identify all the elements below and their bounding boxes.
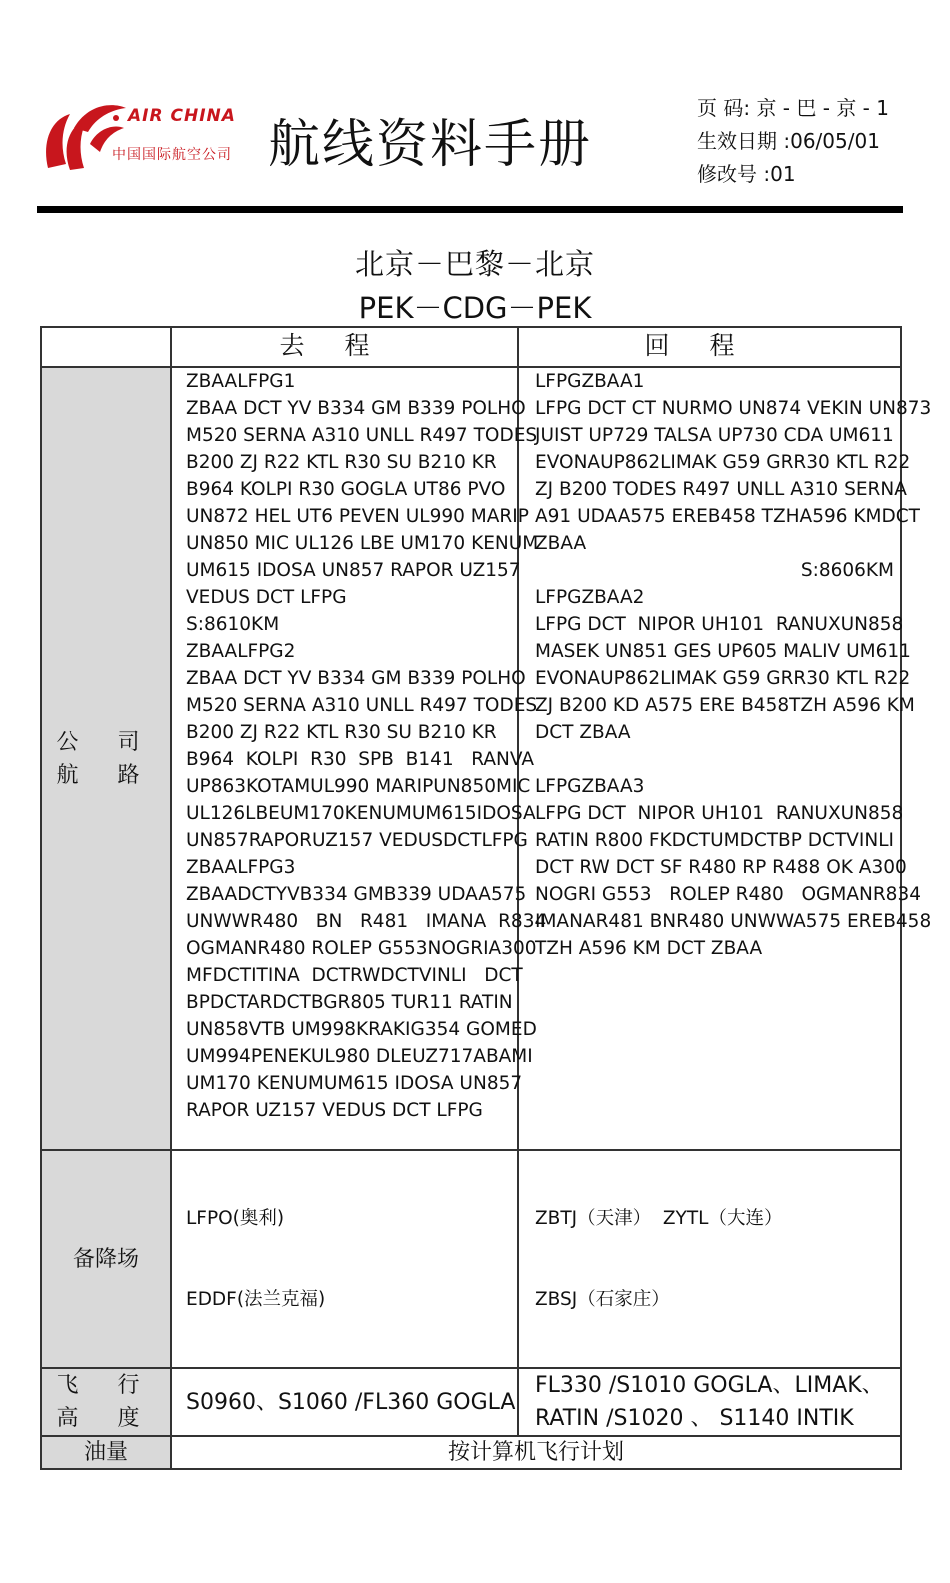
route-line: OGMANR480 ROLEP G553NOGRIA300 bbox=[186, 938, 537, 959]
logo-chinese-text: 中国国际航空公司 bbox=[112, 147, 232, 163]
route-line: EVONAUP862LIMAK G59 GRR30 KTL R22 bbox=[535, 668, 911, 689]
route-line: UM994PENEKUL980 DLEUZ717ABAMI bbox=[186, 1046, 533, 1067]
alternate-return-line: ZBTJ（天津） ZYTL（大连） bbox=[535, 1208, 783, 1229]
page-number: 页 码: 京 - 巴 - 京 - 1 bbox=[697, 96, 889, 120]
route-line: EVONAUP862LIMAK G59 GRR30 KTL R22 bbox=[535, 452, 911, 473]
altitude-label: 飞 行 高 度 bbox=[56, 1373, 156, 1431]
altitude-row bbox=[41, 1368, 901, 1436]
route-line: LFPG DCT NIPOR UH101 RANUXUN858 bbox=[535, 803, 904, 824]
document-title: 航线资料手册 bbox=[268, 115, 593, 175]
alternate-outbound-cell bbox=[171, 1150, 518, 1368]
alternate-outbound bbox=[172, 1151, 517, 1367]
route-line: ZBAA DCT YV B334 GM B339 POLHO bbox=[186, 668, 526, 689]
alternate-outbound-line: LFPO(奥利) bbox=[186, 1208, 285, 1229]
route-line: S:8606KM bbox=[800, 560, 894, 581]
outbound-routes-cell bbox=[171, 367, 547, 1150]
header-return: 回程 bbox=[518, 327, 901, 367]
route-title-code: PEK－CDG－PEK bbox=[358, 291, 592, 325]
alternate-label-cell bbox=[41, 1150, 171, 1368]
route-line: M520 SERNA A310 UNLL R497 TODES bbox=[186, 425, 538, 446]
route-line: LFPGZBAA1 bbox=[535, 371, 645, 392]
route-line: M520 SERNA A310 UNLL R497 TODES bbox=[186, 695, 538, 716]
route-line: UP863KOTAMUL990 MARIPUN850MIC bbox=[186, 776, 531, 797]
route-line: UN872 HEL UT6 PEVEN UL990 MARIP bbox=[186, 506, 529, 527]
route-line: ZBAALFPG2 bbox=[186, 641, 296, 662]
route-line: UNWWR480 BN R481 IMANA R834 bbox=[186, 911, 547, 932]
route-line: DCT ZBAA bbox=[535, 722, 631, 743]
alternate-label: 备降场 bbox=[72, 1246, 139, 1272]
route-line: S:8610KM bbox=[186, 614, 280, 635]
route-line: UN850 MIC UL126 LBE UM170 KENUM bbox=[186, 533, 539, 554]
route-line: LFPGZBAA2 bbox=[535, 587, 645, 608]
route-line: B200 ZJ R22 KTL R30 SU B210 KR bbox=[186, 722, 497, 743]
route-line: LFPG DCT NIPOR UH101 RANUXUN858 bbox=[535, 614, 904, 635]
route-line: UN857RAPORUZ157 VEDUSDCTLFPG bbox=[186, 830, 528, 851]
route-line: MASEK UN851 GES UP605 MALIV UM611 bbox=[535, 641, 911, 662]
outbound-routes bbox=[172, 368, 547, 1124]
route-line: JUIST UP729 TALSA UP730 CDA UM611 bbox=[535, 425, 894, 446]
route-line: MFDCTITINA DCTRWDCTVINLI DCT bbox=[186, 965, 523, 986]
route-line: UL126LBEUM170KENUMUM615IDOSA bbox=[186, 803, 536, 824]
route-line: BPDCTARDCTBGR805 TUR11 RATIN bbox=[186, 992, 513, 1013]
alternate-outbound-line: EDDF(法兰克福) bbox=[186, 1289, 326, 1310]
route-line: TZH A596 KM DCT ZBAA bbox=[535, 938, 763, 959]
route-line: NOGRI G553 ROLEP R480 OGMANR834 bbox=[535, 884, 921, 905]
route-line: RATIN R800 FKDCTUMDCTBP DCTVINLI bbox=[535, 830, 894, 851]
route-line: ZBAALFPG3 bbox=[186, 857, 296, 878]
fuel-value: 按计算机飞行计划 bbox=[171, 1436, 901, 1469]
route-line: UN858VTB UM998KRAKIG354 GOMED bbox=[186, 1019, 537, 1040]
route-line: B964 KOLPI R30 GOGLA UT86 PVO bbox=[186, 479, 506, 500]
phoenix-logo-icon bbox=[40, 98, 130, 180]
route-line: ZBAALFPG1 bbox=[186, 371, 296, 392]
route-line bbox=[535, 746, 900, 773]
route-table bbox=[40, 326, 932, 1470]
header-divider bbox=[37, 206, 903, 213]
alternate-return bbox=[519, 1151, 900, 1367]
route-line: B964 KOLPI R30 SPB B141 RANVA bbox=[186, 749, 535, 770]
logo-english-text: AIR CHINA bbox=[128, 106, 236, 126]
header-outbound: 去程 bbox=[171, 327, 518, 367]
company-route-row bbox=[41, 367, 901, 1150]
table-header-row bbox=[41, 327, 901, 367]
altitude-outbound: S0960、S1060 /FL360 GOGLA bbox=[171, 1368, 518, 1436]
route-line: LFPGZBAA3 bbox=[535, 776, 645, 797]
revision-number: 修改号 :01 bbox=[697, 162, 796, 186]
route-line: UM170 KENUMUM615 IDOSA UN857 bbox=[186, 1073, 523, 1094]
route-line: IMANAR481 BNR480 UNWWA575 EREB458 bbox=[535, 911, 932, 932]
route-line: A91 UDAA575 EREB458 TZHA596 KMDCT bbox=[535, 506, 920, 527]
route-line: VEDUS DCT LFPG bbox=[186, 587, 347, 608]
air-china-logo bbox=[40, 98, 236, 180]
document-meta bbox=[697, 92, 889, 191]
route-title-chinese: 北京－巴黎－北京 bbox=[354, 247, 595, 281]
fuel-label: 油量 bbox=[41, 1436, 171, 1469]
alternate-row bbox=[41, 1150, 901, 1368]
altitude-return-line: FL330 /S1010 GOGLA、LIMAK、 bbox=[535, 1373, 884, 1398]
route-line: ZJ B200 KD A575 ERE B458TZH A596 KM bbox=[535, 695, 915, 716]
route-line: ZJ B200 TODES R497 UNLL A310 SERNA bbox=[535, 479, 907, 500]
route-line: ZBAADCTYVB334 GMB339 UDAA575 bbox=[186, 884, 527, 905]
company-route-label-cell bbox=[41, 367, 171, 1150]
alternate-return-cell bbox=[518, 1150, 901, 1368]
altitude-return-cell bbox=[518, 1368, 901, 1436]
route-line: ZBAA DCT YV B334 GM B339 POLHO bbox=[186, 398, 526, 419]
route-line: UM615 IDOSA UN857 RAPOR UZ157 bbox=[186, 560, 521, 581]
route-line: ZBAA bbox=[535, 533, 587, 554]
altitude-label-cell bbox=[41, 1368, 171, 1436]
route-line: LFPG DCT CT NURMO UN874 VEKIN UN873 bbox=[535, 398, 932, 419]
company-route-label: 公 司 航 路 bbox=[56, 729, 156, 788]
alternate-return-line: ZBSJ（石家庄） bbox=[535, 1289, 670, 1310]
altitude-return-line: RATIN /S1020 、 S1140 INTIK bbox=[535, 1406, 854, 1431]
fuel-row bbox=[41, 1436, 901, 1469]
route-line: DCT RW DCT SF R480 RP R488 OK A300 bbox=[535, 857, 907, 878]
header-blank-cell bbox=[41, 327, 171, 367]
return-routes-cell bbox=[518, 367, 932, 1150]
return-routes bbox=[519, 368, 932, 962]
route-line: B200 ZJ R22 KTL R30 SU B210 KR bbox=[186, 452, 497, 473]
effective-date: 生效日期 :06/05/01 bbox=[697, 129, 880, 153]
route-line: RAPOR UZ157 VEDUS DCT LFPG bbox=[186, 1100, 483, 1121]
